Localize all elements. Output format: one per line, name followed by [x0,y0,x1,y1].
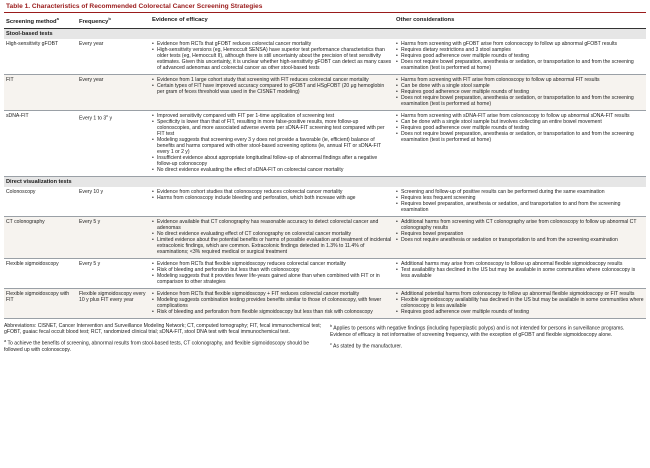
evidence-list [152,189,392,201]
list-item: • Risk of bleeding and perforation from flexible sigmoidoscopy but less than risk with colonoscopy [152,309,392,315]
cell-other [394,216,646,258]
list-item: • Limited evidence about the potential benefits or harms of possible evaluation and treatment of incidental extracolonic findings, which are common. Extracolonic findings detected in 1.3% to 11.4% of examinations; <3% required medical or surgical treatment [152,237,392,255]
list-item: • Evidence from RCTs that flexible sigmoidoscopy + FIT reduces colorectal cancer mortality [152,291,392,297]
table-row [4,288,646,318]
list-item: • Can be done with a single stool sample [396,83,644,89]
table-row [4,74,646,110]
other-list [396,261,644,279]
list-item: • Evidence available that CT colonography has reasonable accuracy to detect colorectal cancer and adenomas [152,219,392,231]
section-label: Direct visualization tests [4,176,646,187]
list-item: • Evidence from RCTs that gFOBT reduces colorectal cancer mortality [152,41,392,47]
evidence-list [152,113,392,173]
list-item: • Does not require bowel preparation, anesthesia or sedation, or transportation to and from the screening examination (test is performed at home) [396,59,644,71]
screening-table [4,13,646,319]
other-list [396,189,644,213]
section-label: Stool-based tests [4,28,646,39]
cell-evidence [150,216,394,258]
header-other: Other considerations [394,13,646,28]
list-item: • No direct evidence evaluating the effect of sDNA-FIT on colorectal cancer mortality [152,167,392,173]
list-item: • Additional potential harms from colonoscopy to follow up abnormal flexible sigmoidoscopy or FIT results [396,291,644,297]
section-row [4,176,646,187]
cell-other [394,258,646,288]
list-item: • No direct evidence evaluating effect of CT colonography on colorectal cancer mortality [152,231,392,237]
list-item: • Requires good adherence over multiple rounds of testing [396,125,644,131]
other-list [396,291,644,315]
list-item: • Requires bowel preparation [396,231,644,237]
list-item: • Specificity is lower than that of FIT, resulting in more false-positive results, more follow-up colonoscopies, and more associated adverse events per sDNA-FIT screening test compared with per FIT test [152,119,392,137]
evidence-list [152,219,392,255]
list-item: • Requires good adherence over multiple rounds of testing [396,89,644,95]
list-item: • High-sensitivity versions (eg, Hemoccult SENSA) have superior test performance characteristics than older tests (eg, Hemoccult II), although there is still uncertainty about the precision of test sensitivity estimates. Given this uncertainty, it is unclear whether high-sensitivity gFOBT can detect as many cases of advanced adenomas and colorectal cancer as other stool-based tests [152,47,392,71]
list-item: • Additional harms from screening with CT colonography arise from colonoscopy to follow up abnormal CT colonography results [396,219,644,231]
footnotes [4,323,646,357]
cell-frequency: Every 1 to 3$^c$ y [77,110,150,176]
cell-method: sDNA-FIT [4,110,77,176]
section-row [4,28,646,39]
cell-frequency: Every 5 y [77,258,150,288]
cell-evidence [150,39,394,75]
evidence-list [152,261,392,285]
footnote-abbreviations: Abbreviations: CISNET, Cancer Intervention and Surveillance Modeling Network; CT, computed tomography; FIT, fecal immunochemical test; gFOBT, guaiac fecal occult blood test; RCT, randomized clinical trial; sDNA-FIT, stool DNA test with fecal immunochemical test. [4,322,322,336]
cell-other [394,288,646,318]
list-item: • Additional harms may arise from colonoscopy to follow up abnormal flexible sigmoidoscopy results [396,261,644,267]
list-item: • Evidence from cohort studies that colonoscopy reduces colorectal cancer mortality [152,189,392,195]
cell-other [394,74,646,110]
evidence-list [152,77,392,95]
cell-method: Colonoscopy [4,187,77,217]
cell-frequency: Every year [77,39,150,75]
list-item: • Harms from colonoscopy include bleeding and perforation, which both increase with age [152,195,392,201]
footnote-b: $^b$ Applies to persons with negative findings (including hyperplastic polyps) and is not intended for persons in surveillance programs. Evidence of efficacy is not informative of screening frequency, with the exception of gFOBT and flexible sigmoidoscopy alone. [330,323,625,338]
table-row [4,187,646,217]
cell-frequency: Every year [77,74,150,110]
footnote-a: $^a$ To achieve the benefits of screening, abnormal results from stool-based tests, CT colonography, and flexible sigmoidoscopy should be followed up with colonoscopy. [4,339,310,354]
list-item: • Insufficient evidence about appropriate longitudinal follow-up of abnormal findings after a negative follow-up colonoscopy [152,155,392,167]
cell-evidence [150,74,394,110]
list-item: • Harms from screening with gFOBT arise from colonoscopy to follow up abnormal gFOBT results [396,41,644,47]
cell-other [394,39,646,75]
cell-method: FIT [4,74,77,110]
evidence-list [152,291,392,315]
list-item: • Requires dietary restrictions and 3 stool samples [396,47,644,53]
list-item: • Improved sensitivity compared with FIT per 1-time application of screening test [152,113,392,119]
evidence-list [152,41,392,71]
list-item: • Screening and follow-up of positive results can be performed during the same examination [396,189,644,195]
table-row [4,39,646,75]
list-item: • Does not require bowel preparation, anesthesia or sedation, or transportation to and from the screening examination (test is performed at home) [396,131,644,143]
table-row [4,216,646,258]
list-item: • Does not require bowel preparation, anesthesia or sedation, or transportation to and from the screening examination (test is performed at home) [396,95,644,107]
list-item: • Risk of bleeding and perforation but less than with colonoscopy [152,267,392,273]
list-item: • Certain types of FIT have improved accuracy compared to gFOBT and HSgFOBT (20 μg hemoglobin per gram of feces threshold was used in the CISNET modeling) [152,83,392,95]
list-item: • Test availability has declined in the US but may be available in some communities where colonoscopy is less available [396,267,644,279]
cell-evidence [150,258,394,288]
list-item: • Harms from screening with sDNA-FIT arise from colonoscopy to follow up abnormal sDNA-FIT results [396,113,644,119]
list-item: • Requires bowel preparation, anesthesia or sedation, and transportation to and from the screening examination [396,201,644,213]
header-row [4,13,646,28]
cell-method: Flexible sigmoidoscopy [4,258,77,288]
list-item: • Flexible sigmoidoscopy availability has declined in the US but may be available in some communities where colonoscopy is less available [396,297,644,309]
other-list [396,41,644,71]
cell-frequency: Every 5 y [77,216,150,258]
header-method: Screening method$^a$ [4,13,77,28]
cell-evidence [150,187,394,217]
cell-other [394,187,646,217]
list-item: • Modeling suggests that screening every 3 y does not provide a favorable (ie, efficient) balance of benefits and harms compared with other stool-based screening options (ie, annual FIT or sDNA-FIT every 1 or 2 y) [152,137,392,155]
list-item: • Modeling suggests that it provides fewer life-years gained alone than when combined with FIT or in comparison to other strategies [152,273,392,285]
table-title: Table 1. Characteristics of Recommended Colorectal Cancer Screening Strategies [4,0,646,13]
other-list [396,219,644,243]
list-item: • Modeling suggests combination testing provides benefits similar to those of colonoscopy, with fewer complications [152,297,392,309]
list-item: • Evidence from RCTs that flexible sigmoidoscopy reduces colorectal cancer mortality [152,261,392,267]
list-item: • Does not require anesthesia or sedation or transportation to and from the screening examination [396,237,644,243]
cell-frequency: Flexible sigmoidoscopy every 10 y plus FIT every year [77,288,150,318]
list-item: • Harms from screening with FIT arise from colonoscopy to follow up abnormal FIT results [396,77,644,83]
footnote-c: $^c$ As stated by the manufacturer. [330,342,403,350]
table-row [4,258,646,288]
list-item: • Requires less frequent screening [396,195,644,201]
list-item: • Requires good adherence over multiple rounds of testing [396,53,644,59]
header-evidence: Evidence of efficacy [150,13,394,28]
list-item: • Can be done with a single stool sample but involves collecting an entire bowel movement [396,119,644,125]
cell-method: CT colonography [4,216,77,258]
cell-method: Flexible sigmoidoscopy with FIT [4,288,77,318]
cell-other [394,110,646,176]
cell-evidence [150,288,394,318]
cell-method: High-sensitivity gFOBT [4,39,77,75]
list-item: • Requires good adherence over multiple rounds of testing [396,309,644,315]
header-frequency: Frequency$^b$ [77,13,150,28]
other-list [396,77,644,107]
other-list [396,113,644,143]
list-item: • Evidence from 1 large cohort study that screening with FIT reduces colorectal cancer mortality [152,77,392,83]
cell-frequency: Every 10 y [77,187,150,217]
table-row [4,110,646,176]
cell-evidence [150,110,394,176]
